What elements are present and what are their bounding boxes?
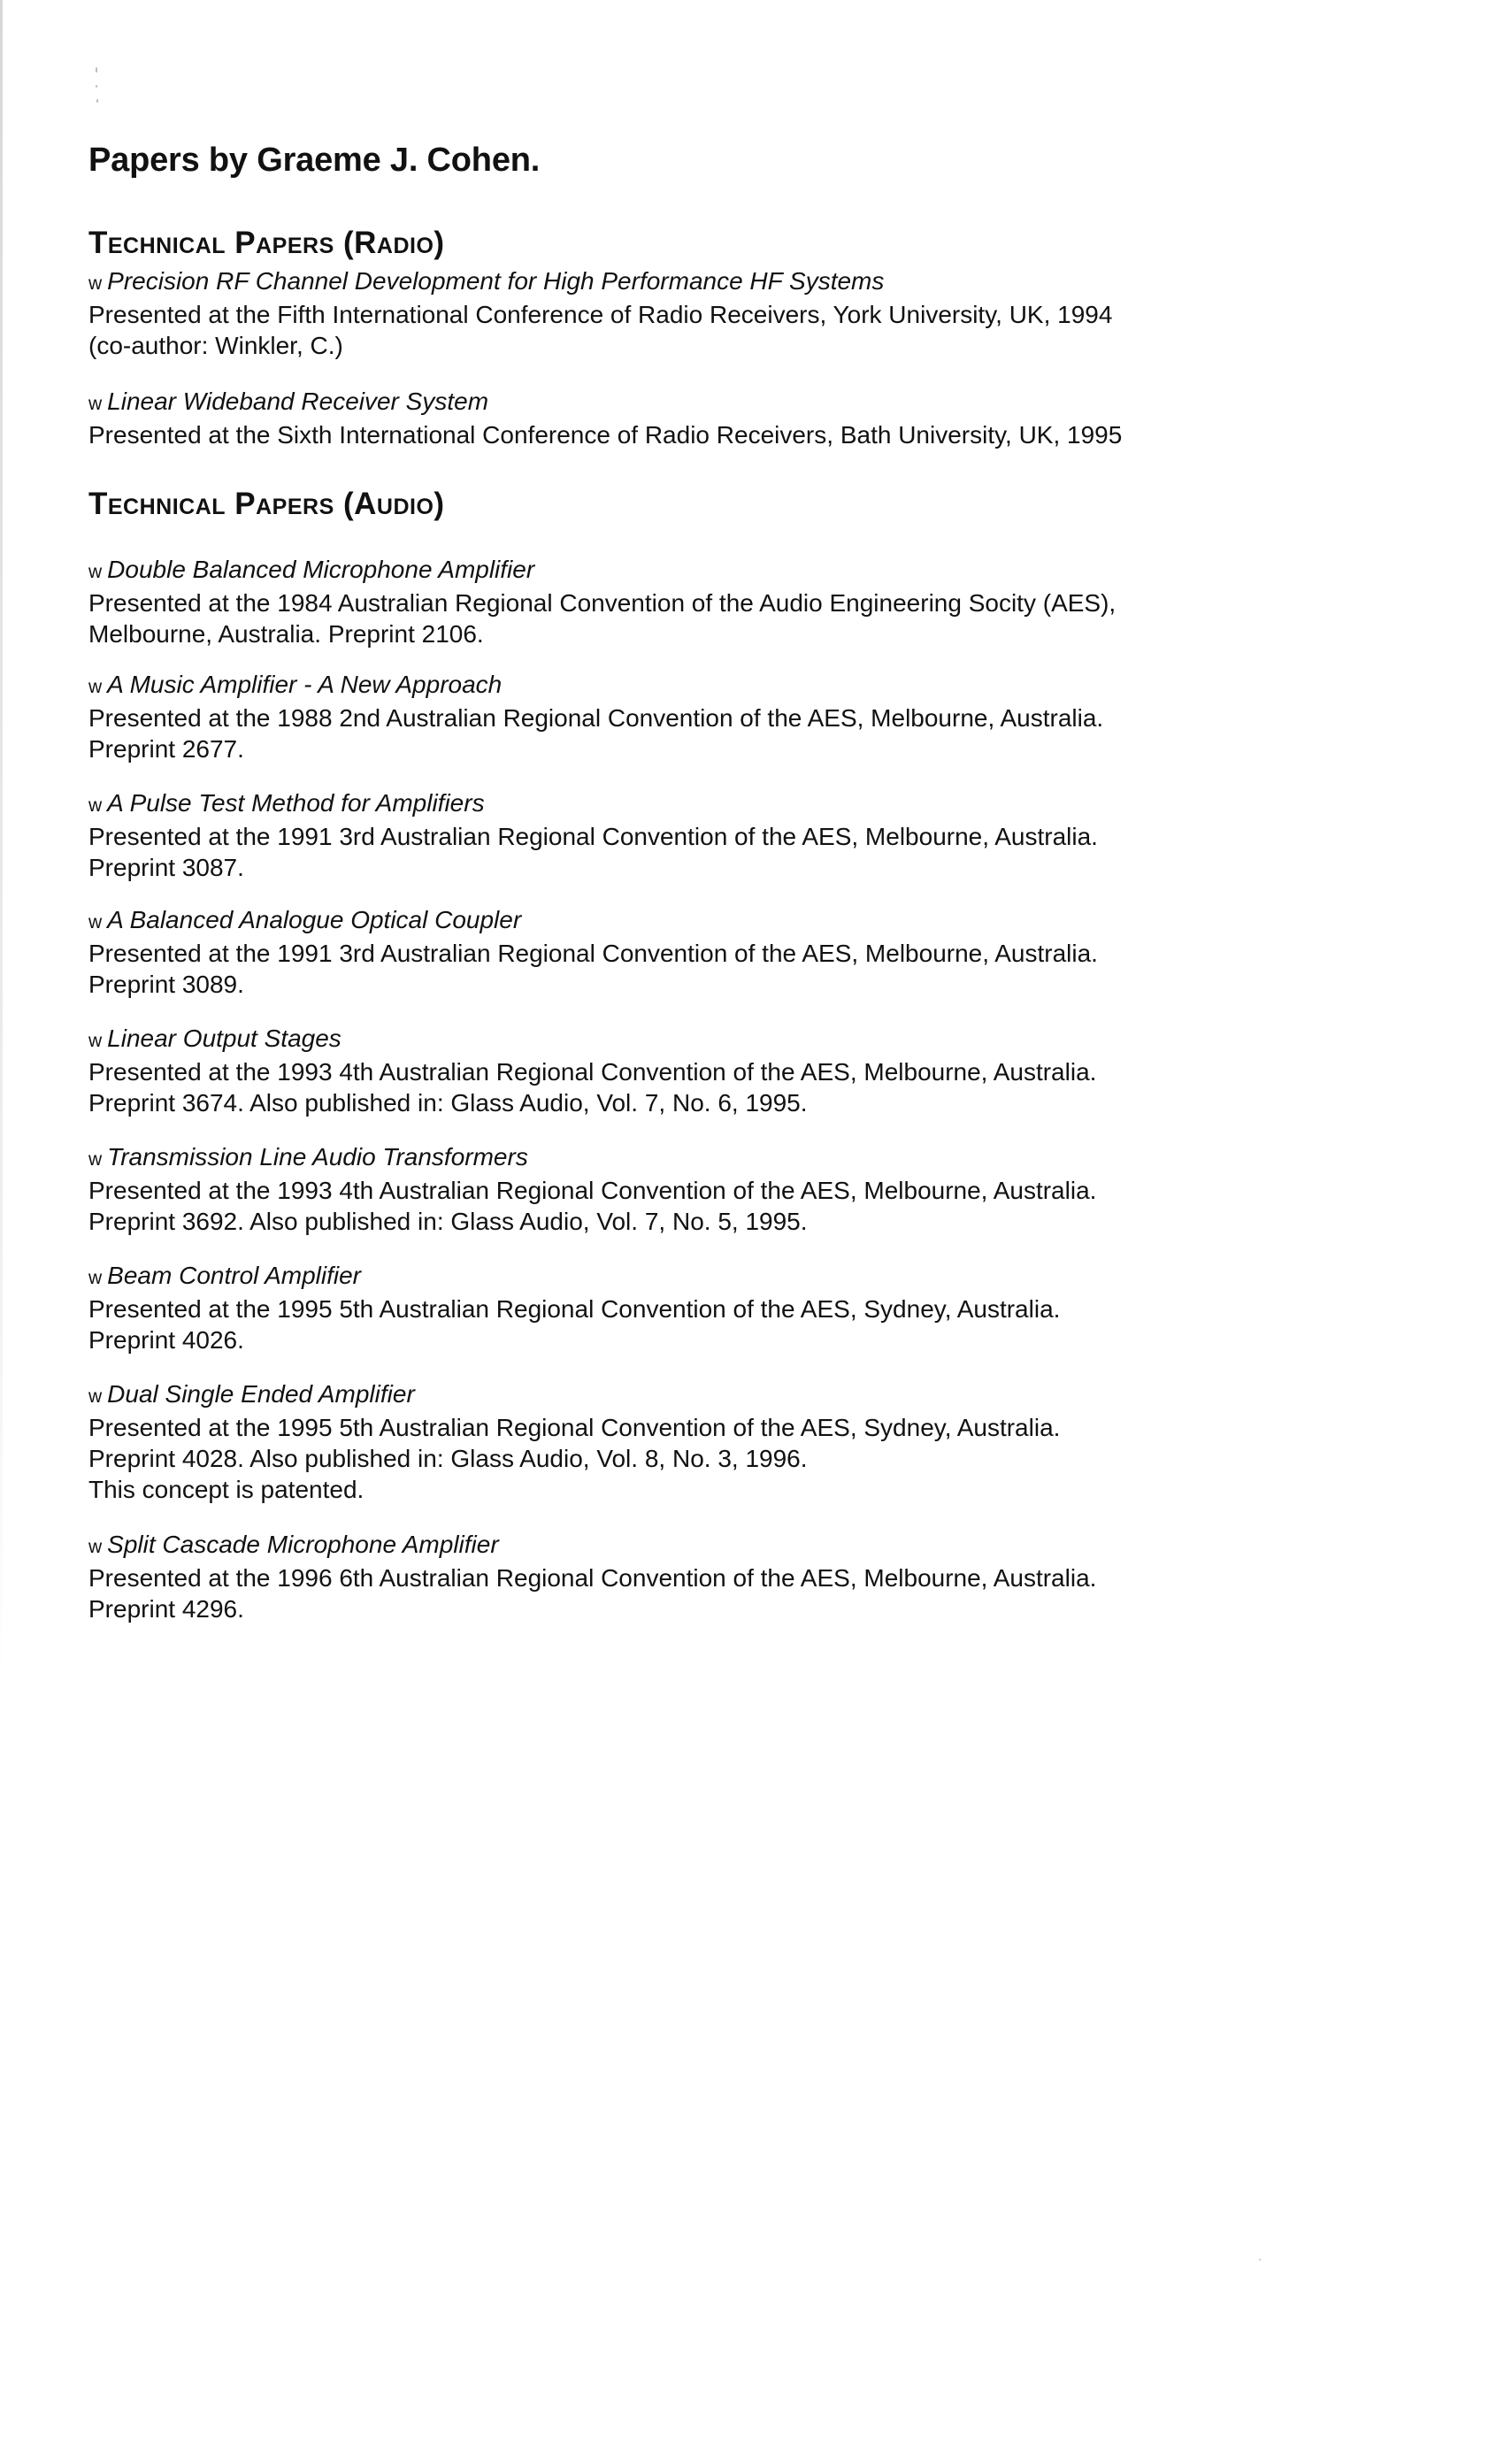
- section-heading-audio: Technical Papers (Audio): [88, 487, 445, 521]
- bullet-marker: w: [88, 1031, 103, 1051]
- bullet-marker: w: [88, 1386, 103, 1407]
- paper-title-line: [88, 787, 1416, 821]
- paper-detail: Presented at the 1991 3rd Australian Regional Convention of the AES, Melbourne, Australia.: [88, 823, 1098, 850]
- paper-title: Linear Output Stages: [107, 1025, 341, 1052]
- paper-title: Split Cascade Microphone Amplifier: [107, 1531, 499, 1558]
- paper-entry: [88, 669, 1416, 764]
- paper-title-line: [88, 265, 1416, 299]
- paper-detail: Presented at the 1991 3rd Australian Regional Convention of the AES, Melbourne, Australia.: [88, 940, 1098, 967]
- paper-title: Linear Wideband Receiver System: [107, 388, 489, 415]
- paper-detail: Presented at the 1993 4th Australian Regional Convention of the AES, Melbourne, Australia.: [88, 1177, 1097, 1204]
- paper-title-line: [88, 669, 1416, 702]
- paper-detail: Preprint 3692. Also published in: Glass Audio, Vol. 7, No. 5, 1995.: [88, 1208, 808, 1235]
- paper-title: Transmission Line Audio Transformers: [107, 1143, 528, 1171]
- paper-entry: [88, 1023, 1416, 1118]
- document-title: Papers by Graeme J. Cohen.: [88, 142, 541, 179]
- paper-entry: [88, 1141, 1416, 1237]
- paper-detail: Preprint 3087.: [88, 854, 244, 881]
- paper-title-line: [88, 1141, 1416, 1175]
- paper-detail: Presented at the Sixth International Conference of Radio Receivers, Bath University, UK, 1995: [88, 421, 1123, 449]
- paper-entry: [88, 554, 1416, 649]
- paper-detail: Preprint 4028. Also published in: Glass Audio, Vol. 8, No. 3, 1996.: [88, 1445, 808, 1472]
- bullet-marker: w: [88, 1268, 103, 1288]
- paper-detail: Presented at the 1993 4th Australian Regional Convention of the AES, Melbourne, Australia.: [88, 1058, 1097, 1086]
- paper-detail: Preprint 3674. Also published in: Glass Audio, Vol. 7, No. 6, 1995.: [88, 1089, 808, 1117]
- paper-entry: [88, 904, 1416, 1000]
- paper-title-line: [88, 386, 1416, 419]
- paper-title: Precision RF Channel Development for High Performance HF Systems: [107, 267, 885, 295]
- bullet-marker: w: [88, 1149, 103, 1170]
- bullet-marker: w: [88, 677, 103, 697]
- paper-entry: [88, 386, 1416, 450]
- paper-title: Double Balanced Microphone Amplifier: [107, 556, 535, 583]
- paper-title-line: [88, 1378, 1416, 1412]
- paper-title: A Pulse Test Method for Amplifiers: [107, 789, 485, 817]
- scan-edge-shadow: [0, 0, 3, 1681]
- scan-speck: [96, 99, 98, 103]
- paper-detail: Preprint 4296.: [88, 1595, 244, 1623]
- paper-detail: Preprint 4026.: [88, 1326, 244, 1354]
- paper-detail: This concept is patented.: [88, 1476, 364, 1503]
- bullet-marker: w: [88, 273, 103, 294]
- paper-detail: Presented at the Fifth International Conference of Radio Receivers, York University, UK, 1994: [88, 301, 1113, 328]
- paper-detail: Presented at the 1988 2nd Australian Regional Convention of the AES, Melbourne, Australia.: [88, 704, 1104, 732]
- paper-entry: [88, 787, 1416, 883]
- paper-detail: Presented at the 1995 5th Australian Regional Convention of the AES, Sydney, Australia.: [88, 1414, 1061, 1441]
- bullet-marker: w: [88, 562, 103, 582]
- bullet-marker: w: [88, 795, 103, 816]
- paper-detail: Preprint 3089.: [88, 971, 244, 998]
- scan-speck: [96, 67, 97, 73]
- paper-title: Beam Control Amplifier: [107, 1262, 362, 1289]
- paper-title: A Balanced Analogue Optical Coupler: [107, 906, 522, 933]
- bullet-marker: w: [88, 1537, 103, 1557]
- paper-entry: [88, 265, 1416, 361]
- paper-title-line: [88, 1023, 1416, 1056]
- paper-detail: (co-author: Winkler, C.): [88, 332, 343, 359]
- section-heading-radio: Technical Papers (Radio): [88, 226, 445, 260]
- bullet-marker: w: [88, 394, 103, 414]
- paper-detail: Presented at the 1995 5th Australian Regional Convention of the AES, Sydney, Australia.: [88, 1295, 1061, 1323]
- paper-title-line: [88, 904, 1416, 938]
- paper-title-line: [88, 1529, 1416, 1562]
- paper-title-line: [88, 1260, 1416, 1293]
- bullet-marker: w: [88, 912, 103, 933]
- paper-detail: Presented at the 1996 6th Australian Regional Convention of the AES, Melbourne, Australia.: [88, 1564, 1097, 1592]
- paper-title-line: [88, 554, 1416, 587]
- paper-detail: Preprint 2677.: [88, 735, 244, 763]
- paper-entry: [88, 1378, 1416, 1505]
- paper-title: A Music Amplifier - A New Approach: [107, 671, 503, 698]
- paper-entry: [88, 1260, 1416, 1355]
- scan-speck: [96, 85, 97, 88]
- paper-detail: Melbourne, Australia. Preprint 2106.: [88, 620, 484, 648]
- paper-title: Dual Single Ended Amplifier: [107, 1380, 415, 1408]
- paper-detail: Presented at the 1984 Australian Regional Convention of the Audio Engineering Socity (AES),: [88, 589, 1116, 617]
- scan-speck: [1259, 2259, 1261, 2261]
- paper-entry: [88, 1529, 1416, 1624]
